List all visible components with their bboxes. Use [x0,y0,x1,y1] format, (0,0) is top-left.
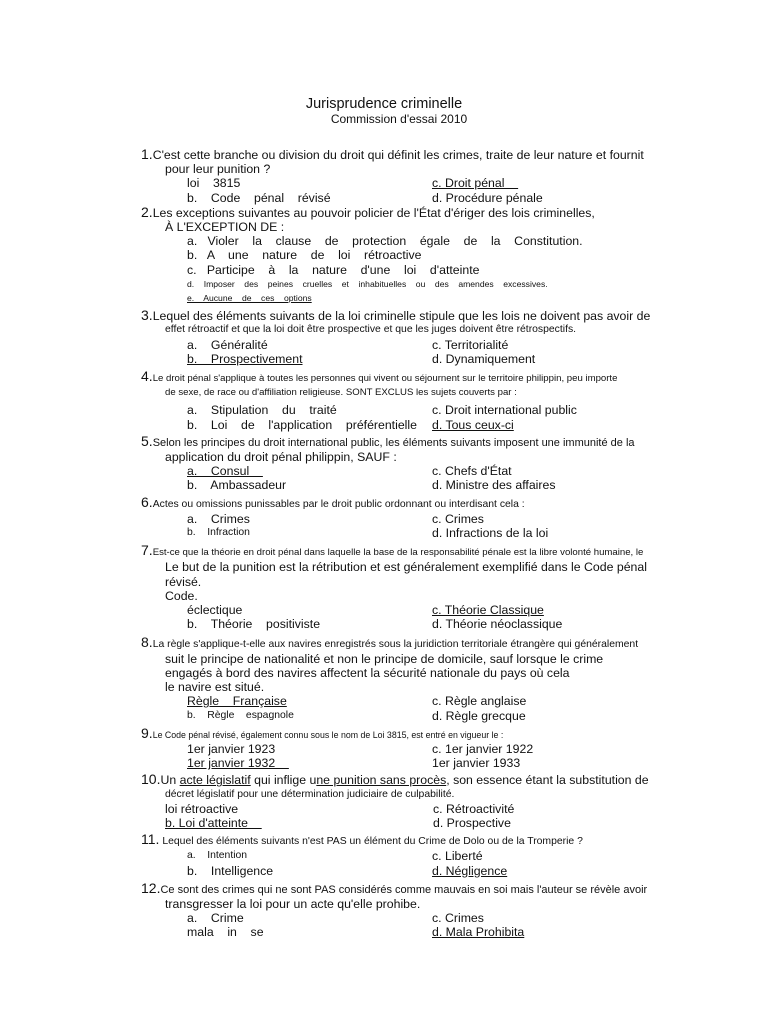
question-1 [141,147,686,176]
question-number: 1. [141,146,153,162]
question-number: 10. [141,771,161,788]
option-d: d. Théorie néoclassique [432,617,563,632]
option-a: Règle Française [187,694,287,709]
option-b: b. Ambassadeur [187,478,287,493]
question-text-cont: décret législatif pour une détermination judiciaire de culpabilité. [165,788,455,800]
question-text-cont: application du droit pénal philippin, SAUF : [165,450,397,465]
question-text-cont: le navire est situé. [165,680,265,695]
question-9 [141,726,686,742]
option-b: b. Règle espagnole [187,709,294,721]
question-5 [141,434,686,464]
question-text-cont: Le but de la punition est la rétribution et est généralement exemplifié dans le Code pénal révisé. [165,560,647,589]
option-c: c. Règle anglaise [432,694,527,709]
question-number: 4. [141,368,153,385]
option-c: c. Territorialité [432,337,509,352]
question-6 [141,495,686,512]
option-a: a. Intention [187,850,248,862]
option-b: 1er janvier 1932 [187,756,289,771]
option-d: d. Tous ceux-ci [432,417,514,432]
option-a: a. Stipulation du traité [187,403,337,418]
question-12 [141,881,686,911]
page-subtitle: Commission d'essai 2010 [330,112,468,126]
question-text-cont: À L'EXCEPTION DE : [165,220,285,235]
question-list [141,147,686,940]
option-d: d. Infractions de la loi [432,526,549,541]
question-text-cont: transgresser la loi pour un acte qu'elle prohibe. [165,896,421,911]
option-b: b. Théorie positiviste [187,617,321,632]
option-a: a. Crimes [187,511,250,526]
question-text: Lequel des éléments suivants de la loi criminelle stipule que les lois ne doivent pas avoir de [152,309,651,324]
option-c: c. Participe à la nature d'une loi d'atteinte [187,262,480,277]
question-text-cont: pour leur punition ? [165,162,271,177]
option-b: b. Loi d'atteinte [165,815,262,830]
question-number: 7. [141,542,153,559]
question-text-mid: qui inflige u [250,773,317,788]
option-c: c. Crimes [432,911,484,926]
option-c: c. Chefs d'État [432,464,512,479]
question-10 [141,772,686,801]
option-a: loi rétroactive [165,801,239,816]
question-text-underlined: acte législatif [179,773,251,788]
option-b: b. Prospectivement [187,351,303,366]
question-text: La règle s'applique-t-elle aux navires enregistrés sous la juridiction territoriale étrangère qui généralement [152,638,639,650]
question-2 [141,205,686,234]
question-text-cont: effet rétroactif et que la loi doit être prospective et que les juges doivent être rétrospectifs. [165,324,577,336]
option-a: 1er janvier 1923 [187,741,276,756]
option-b: b. Intelligence [187,863,274,878]
question-text: Ce sont des crimes qui ne sont PAS considérés comme mauvais en soi mais l'auteur se révèle avoir [160,883,648,896]
question-3 [141,308,686,337]
question-number: 9. [141,724,153,741]
option-d: 1er janvier 1933 [432,756,521,771]
question-number: 3. [141,307,153,324]
option-d: d. Dynamiquement [432,351,536,366]
option-a: éclectique [187,603,243,618]
option-c: c. Droit international public [432,403,577,418]
question-number: 2. [141,203,153,220]
question-11 [141,832,686,849]
question-text-cont: de sexe, de race ou d'affiliation religieuse. SONT EXCLUS les sujets couverts par : [165,387,517,399]
option-b: b. Code pénal révisé [187,190,331,205]
option-e: e. Aucune de ces options [187,293,312,304]
question-number: 11. [141,831,160,848]
option-d: d. Ministre des affaires [432,478,556,493]
option-a: a. Violer la clause de protection égale de la Constitution. [187,234,583,249]
option-c: c. Crimes [432,511,484,526]
question-text: Actes ou omissions punissables par le droit public ordonnant ou interdisant cela : [152,498,525,510]
question-text: Lequel des éléments suivants n'est PAS un élément du Crime de Dolo ou de la Tromperie ? [159,836,583,848]
option-c: c. 1er janvier 1922 [432,741,534,756]
option-b: b. A une nature de loi rétroactive [187,248,422,263]
option-b: b. Loi de l'application préférentielle [187,417,417,432]
question-7 [141,543,686,603]
question-text: Les exceptions suivantes au pouvoir policier de l'État d'ériger des lois criminelles, [152,205,595,220]
question-number: 5. [141,432,153,449]
option-c: c. Théorie Classique [432,603,544,618]
page-title: Jurisprudence criminelle [305,96,463,112]
option-d: d. Imposer des peines cruelles et inhabituelles ou des amendes excessives. [187,278,548,289]
question-number: 8. [141,633,153,650]
question-number: 12. [141,879,161,896]
option-a: loi 3815 [187,176,241,191]
question-text-cont: Code. [165,588,198,603]
question-text: C'est cette branche ou division du droit qui définit les crimes, traite de leur nature et fournit [152,148,644,162]
option-d: d. Règle grecque [432,708,526,723]
option-a: a. Consul [187,464,263,479]
question-text-underlined: ne punition sans procès [316,773,447,788]
option-d: d. Prospective [433,815,511,830]
question-8 [141,635,686,695]
question-text-cont: engagés à bord des navires affectent la sécurité nationale du pays où cela [165,665,570,680]
question-number: 6. [141,493,153,510]
question-4 [141,369,686,400]
option-d: d. Procédure pénale [432,190,543,205]
option-a: a. Crime [187,911,244,926]
option-c: c. Droit pénal [432,176,519,191]
option-c: c. Liberté [432,849,483,864]
question-text: Selon les principes du droit international public, les éléments suivants imposent une immunité de la [152,436,635,449]
question-text: Est-ce que la théorie en droit pénal dans laquelle la base de la responsabilité pénale est la libre volonté humaine, le [152,547,644,559]
option-b: mala in se [187,925,264,940]
question-text: Le droit pénal s'applique à toutes les personnes qui vivent ou séjournent sur le territoire philippin, peu importe [152,373,618,385]
option-b: b. Infraction [187,527,250,539]
question-text-cont: suit le principe de nationalité et non le principe de domicile, sauf lorsque le crime [165,651,604,666]
option-c: c. Rétroactivité [433,801,515,816]
question-text-start: Un [160,773,180,788]
question-text-end: , son essence étant la substitution de [446,773,649,788]
question-text: Le Code pénal révisé, également connu sous le nom de Loi 3815, est entré en vigueur le : [152,729,504,740]
option-a: a. Généralité [187,337,268,352]
option-d: d. Mala Prohibita [432,925,525,940]
option-d: d. Négligence [432,863,508,878]
